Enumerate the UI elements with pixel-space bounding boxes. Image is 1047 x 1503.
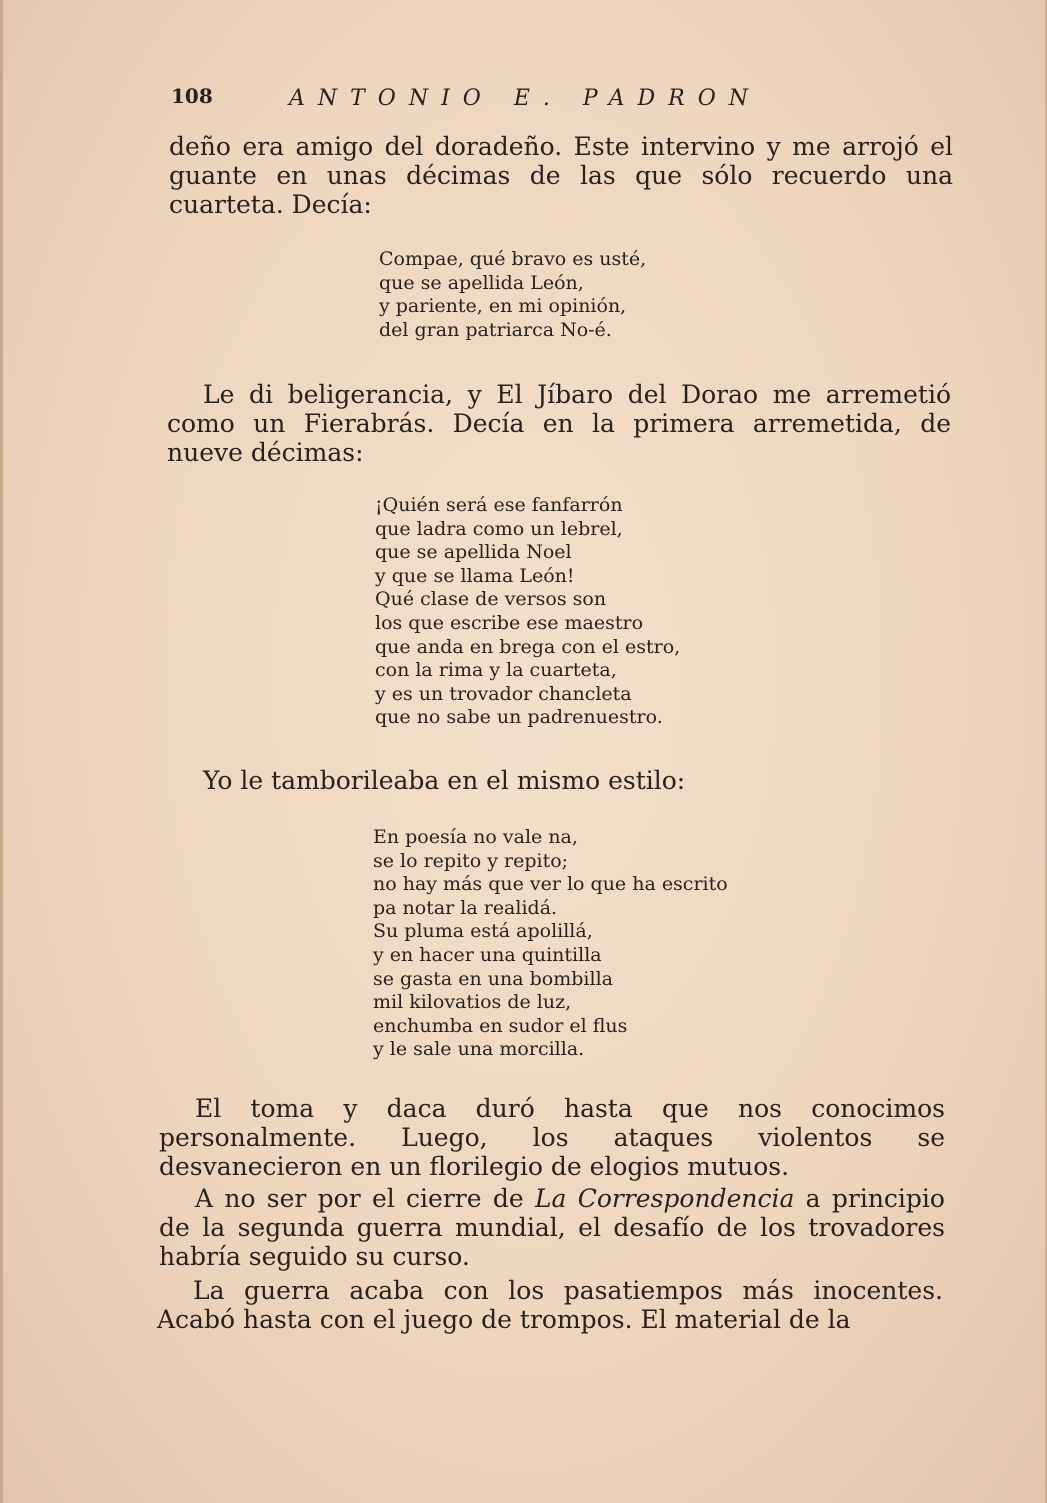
verse-line: pa notar la realidá. xyxy=(373,896,558,919)
verse-line: y que se llama León! xyxy=(375,564,575,587)
paragraph-4: El toma y daca duró hasta que nos conocimos personalmente. Luego, los ataques violentos se desvanecieron en un florilegio de elogios mutuos. xyxy=(159,1094,945,1181)
verse-line: que ladra como un lebrel, xyxy=(375,517,623,540)
verse-line: con la rima y la cuarteta, xyxy=(375,659,617,682)
verse-block-1 xyxy=(379,248,646,342)
paragraph-2: Le di beligerancia, y El Jíbaro del Dorao me arremetió como un Fierabrás. Decía en la primera arremetida, de nueve décimas: xyxy=(167,380,951,467)
verse-line: no hay más que ver lo que ha escrito xyxy=(373,873,728,896)
paragraph-5-text-after: a principio de la segunda guerra mundial, el desafío de los trovadores habría seguido su curso. xyxy=(159,1184,945,1271)
verse-line: Su pluma está apolillá, xyxy=(373,920,593,943)
verse-line: Qué clase de versos son xyxy=(375,588,607,611)
verse-line: que no sabe un padrenuestro. xyxy=(375,706,663,729)
verse-line: En poesía no vale na, xyxy=(373,826,578,848)
verse-line: mil kilovatios de luz, xyxy=(373,991,572,1014)
verse-line: que anda en brega con el estro, xyxy=(375,635,681,658)
page-number: 108 xyxy=(171,84,213,108)
newspaper-title: La Correspondencia xyxy=(534,1184,795,1213)
verse-line: del gran patriarca No-é. xyxy=(379,318,612,341)
verse-line: y pariente, en mi opinión, xyxy=(379,295,627,318)
paragraph-5-text-before: A no ser por el cierre de xyxy=(195,1184,535,1213)
verse-block-3 xyxy=(373,826,728,1062)
verse-block-2 xyxy=(375,494,680,730)
verse-line: y le sale una morcilla. xyxy=(373,1038,585,1061)
verse-line: que se apellida Noel xyxy=(375,541,572,564)
verse-line: se lo repito y repito; xyxy=(373,849,569,872)
verse-line: los que escribe ese maestro xyxy=(375,611,644,634)
verse-line: se gasta en una bombilla xyxy=(373,967,613,990)
running-head: ANTONIO E. PADRON xyxy=(289,86,762,111)
verse-line: Compae, qué bravo es usté, xyxy=(379,248,647,270)
verse-line: enchumba en sudor el flus xyxy=(373,1014,628,1037)
verse-line: ¡Quién será ese fanfarrón xyxy=(375,494,623,516)
verse-line: que se apellida León, xyxy=(379,271,584,294)
paragraph-6: La guerra acaba con los pasatiempos más inocentes. Acabó hasta con el juego de trompos. El material de la xyxy=(157,1276,943,1334)
verse-line: y en hacer una quintilla xyxy=(373,943,602,966)
page-header xyxy=(171,84,851,114)
paragraph-1: deño era amigo del doradeño. Este intervino y me arrojó el guante en unas décimas de las que sólo recuerdo una cuarteta. Decía: xyxy=(169,132,953,219)
paragraph-3: Yo le tamborileaba en el mismo estilo: xyxy=(203,766,686,795)
paragraph-5 xyxy=(159,1184,945,1271)
verse-line: y es un trovador chancleta xyxy=(375,682,632,705)
